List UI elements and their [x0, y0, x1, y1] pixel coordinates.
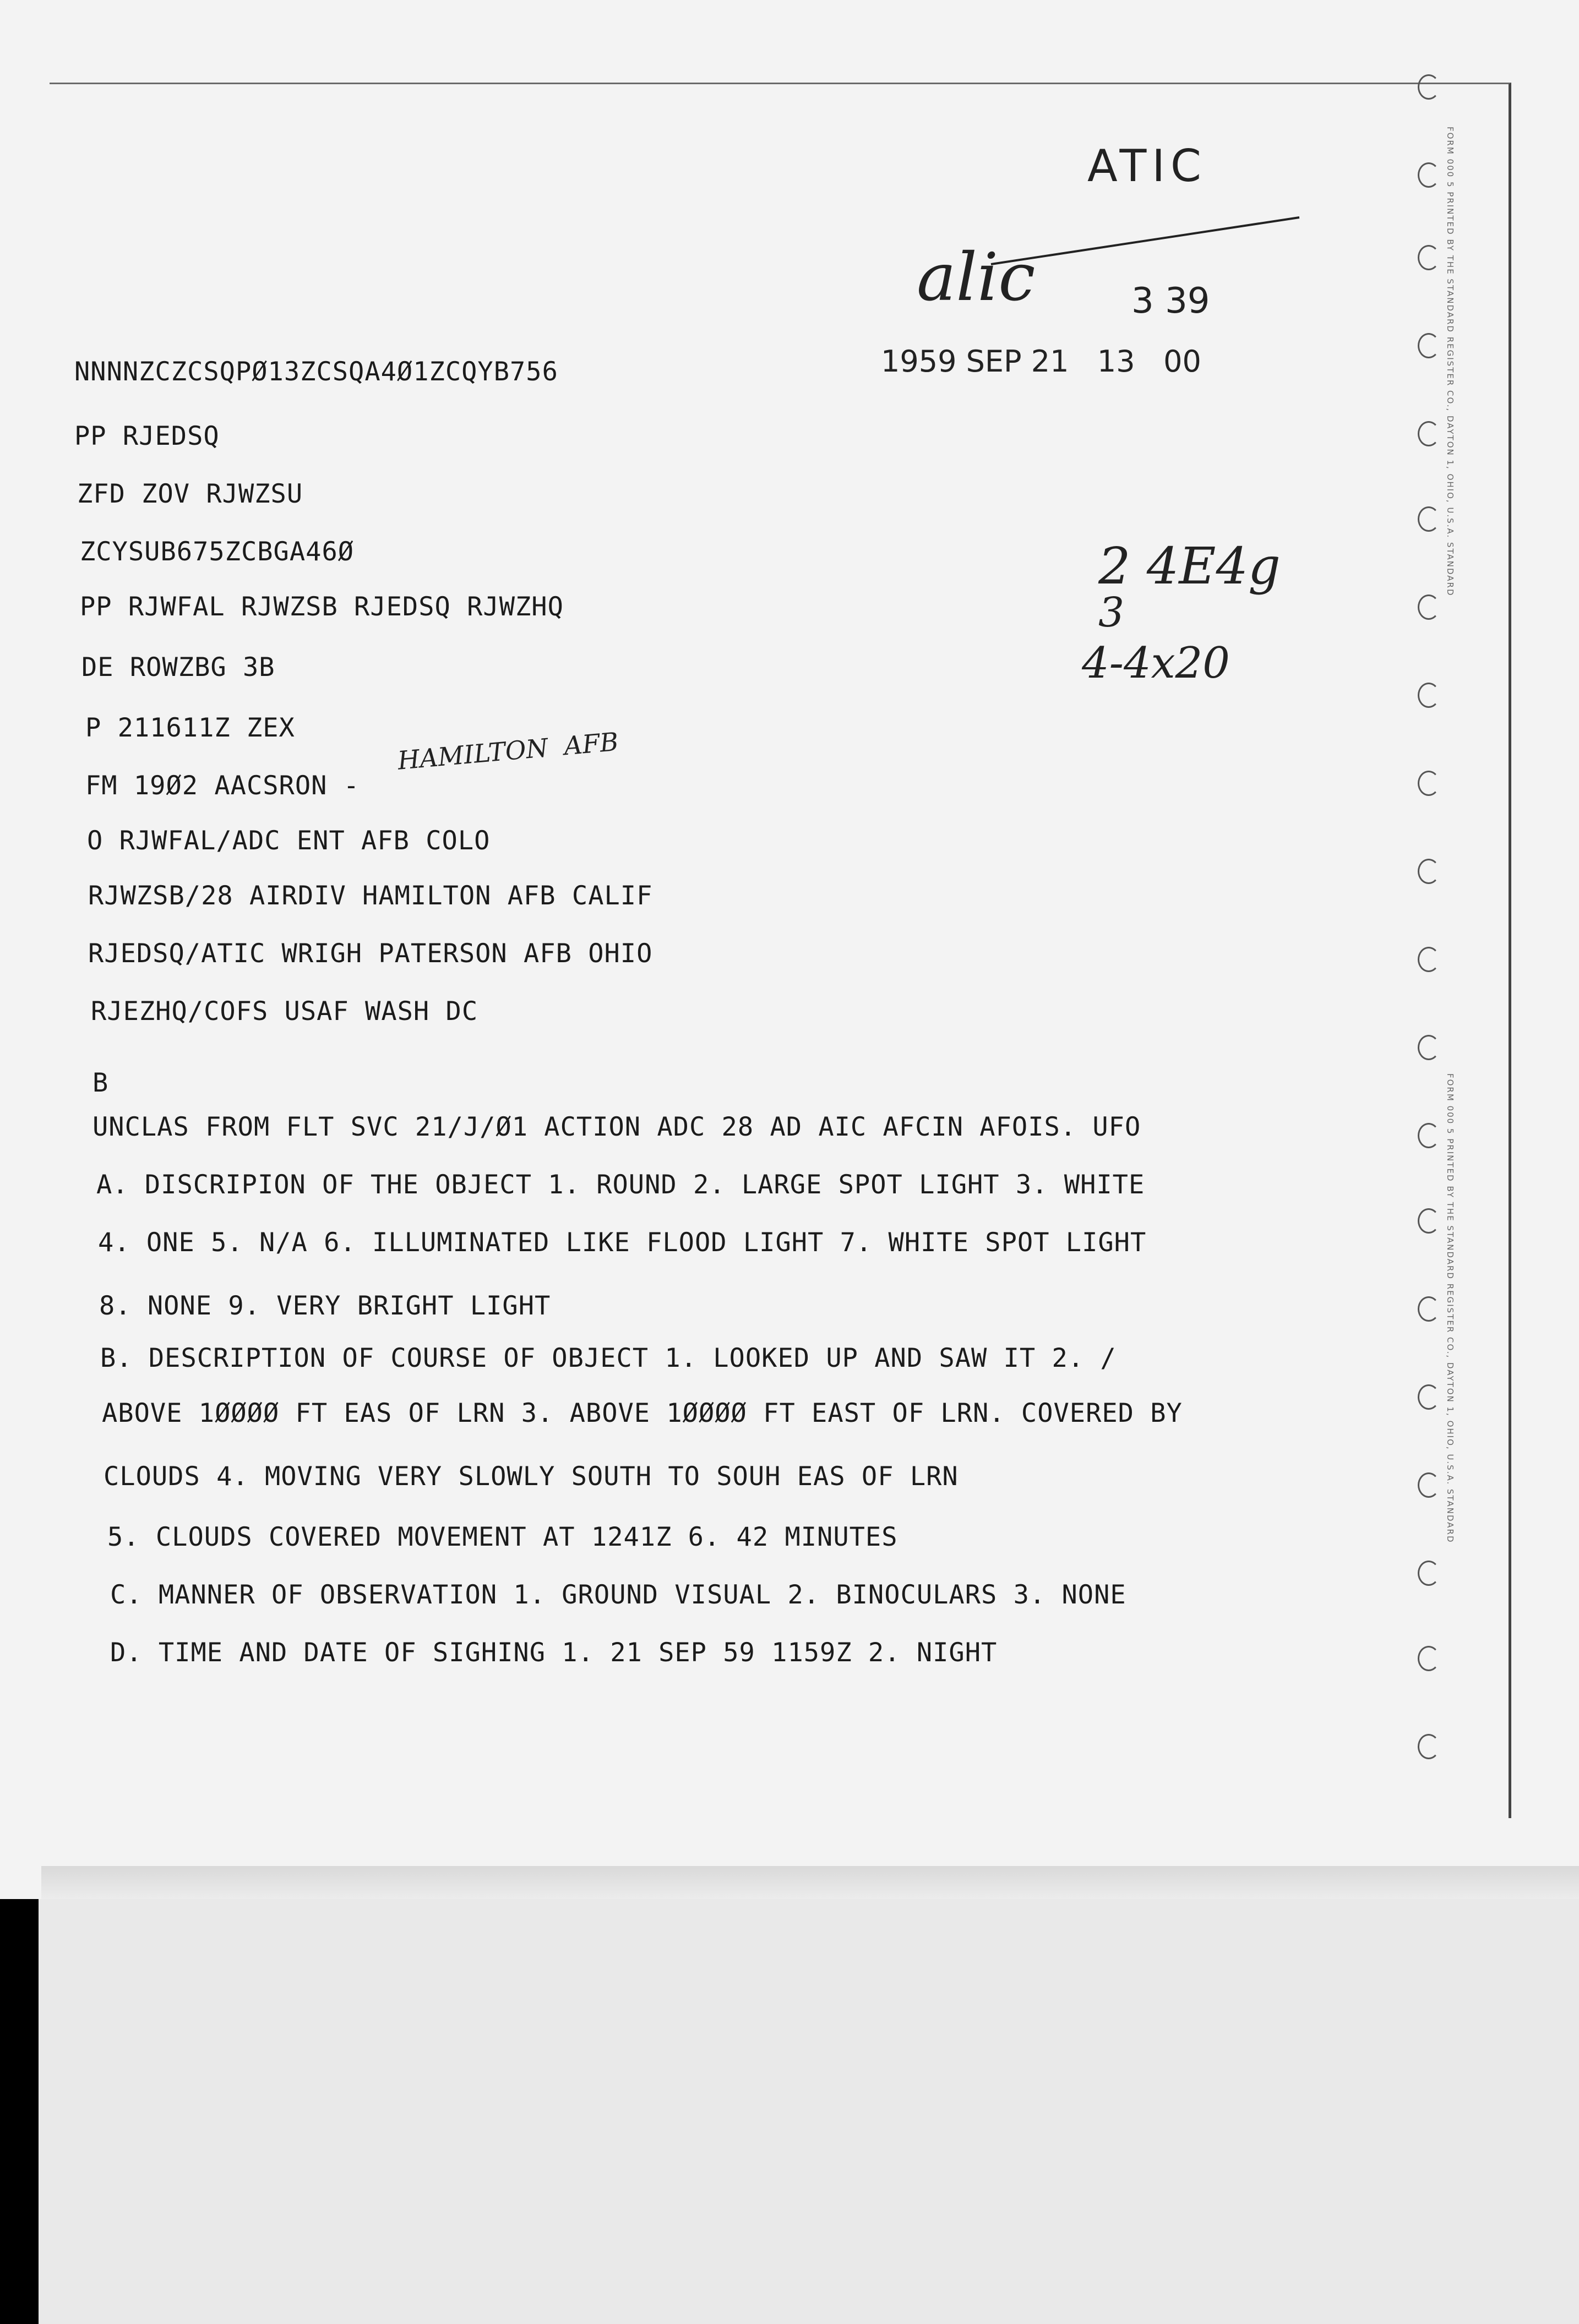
message-line: P 211611Z ZEX: [85, 713, 295, 743]
message-line: 8. NONE 9. VERY BRIGHT LIGHT: [99, 1291, 551, 1321]
message-line: ZFD ZOV RJWZSU: [77, 479, 303, 509]
feed-hole: [1418, 594, 1440, 620]
handwritten-unit: HAMILTON AFB: [396, 726, 620, 776]
message-line: NNNNZCZCSQPØ13ZCSQA4Ø1ZCQYB756: [74, 357, 558, 387]
feed-hole: [1418, 1472, 1440, 1498]
feed-hole: [1418, 74, 1440, 100]
message-line: C. MANNER OF OBSERVATION 1. GROUND VISUAL 2. BINOCULARS 3. NONE: [110, 1580, 1126, 1610]
stamp-initials: alic: [917, 239, 1036, 316]
feed-hole: [1418, 1384, 1440, 1410]
message-line: RJEDSQ/ATIC WRIGH PATERSON AFB OHIO: [88, 939, 653, 969]
message-line: O RJWFAL/ADC ENT AFB COLO: [87, 826, 491, 856]
feed-hole: [1418, 1646, 1440, 1671]
message-line: DE ROWZBG 3B: [81, 652, 275, 683]
backing-sheet: [39, 1899, 1579, 2324]
feed-hole: [1418, 245, 1440, 270]
message-line: FM 19Ø2 AACSRON -: [85, 771, 360, 801]
atic-stamp: ATIC: [1087, 140, 1207, 192]
feed-hole: [1418, 683, 1440, 708]
message-line: B: [92, 1068, 109, 1098]
sheet-shadow: [41, 1866, 1579, 1899]
feed-hole: [1418, 859, 1440, 884]
message-line: A. DISCRIPION OF THE OBJECT 1. ROUND 2. LARGE SPOT LIGHT 3. WHITE: [96, 1170, 1145, 1200]
feed-hole: [1418, 162, 1440, 188]
feed-hole: [1418, 771, 1440, 796]
handwritten-ref: 4-4x20: [1082, 639, 1230, 688]
feed-hole: [1418, 1123, 1440, 1148]
margin-print-lower: FORM 000 5 PRINTED BY THE STANDARD REGISTER CO., DAYTON 1, OHIO, U.S.A. STANDARD: [1445, 1073, 1455, 1543]
message-line: 4. ONE 5. N/A 6. ILLUMINATED LIKE FLOOD LIGHT 7. WHITE SPOT LIGHT: [98, 1228, 1147, 1258]
feed-hole: [1418, 421, 1440, 446]
stamp-time: 3 39: [1131, 281, 1210, 321]
message-line: 5. CLOUDS COVERED MOVEMENT AT 1241Z 6. 42 MINUTES: [107, 1522, 898, 1552]
feed-hole: [1418, 1208, 1440, 1234]
message-line: RJEZHQ/COFS USAF WASH DC: [91, 996, 478, 1027]
message-line: ZCYSUB675ZCBGA46Ø: [80, 537, 355, 567]
feed-hole: [1418, 506, 1440, 532]
handwritten-ref: 3: [1098, 589, 1125, 636]
feed-hole: [1418, 947, 1440, 972]
received-timestamp: 1959 SEP 21 13 00: [881, 344, 1201, 379]
margin-print: FORM 000 5 PRINTED BY THE STANDARD REGISTER CO., DAYTON 1, OHIO, U.S.A. STANDARD: [1445, 127, 1455, 597]
message-line: PP RJEDSQ: [74, 421, 220, 451]
message-line: RJWZSB/28 AIRDIV HAMILTON AFB CALIF: [88, 881, 653, 911]
feed-hole: [1418, 1561, 1440, 1586]
feed-hole: [1418, 1296, 1440, 1322]
message-line: ABOVE 1ØØØØ FT EAS OF LRN 3. ABOVE 1ØØØØ FT EAST OF LRN. COVERED BY: [102, 1398, 1183, 1428]
handwritten-ref: 2 4E4g: [1098, 537, 1281, 596]
feed-hole: [1418, 1035, 1440, 1060]
feed-hole: [1418, 333, 1440, 358]
feed-hole: [1418, 1734, 1440, 1759]
message-line: UNCLAS FROM FLT SVC 21/J/Ø1 ACTION ADC 28 AD AIC AFCIN AFOIS. UFO: [92, 1112, 1141, 1142]
message-line: CLOUDS 4. MOVING VERY SLOWLY SOUTH TO SOUH EAS OF LRN: [104, 1461, 959, 1492]
message-line: D. TIME AND DATE OF SIGHING 1. 21 SEP 59 1159Z 2. NIGHT: [110, 1638, 998, 1668]
message-line: B. DESCRIPTION OF COURSE OF OBJECT 1. LOOKED UP AND SAW IT 2. /: [100, 1343, 1117, 1373]
message-line: PP RJWFAL RJWZSB RJEDSQ RJWZHQ: [80, 592, 564, 622]
